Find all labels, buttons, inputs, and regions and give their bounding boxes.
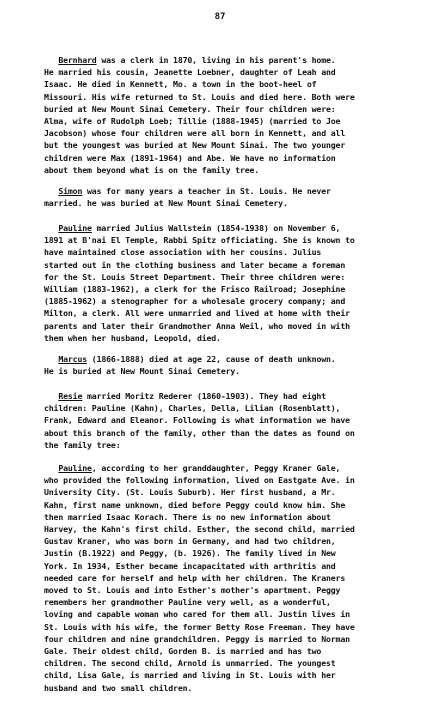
text-line: York. In 1934, Esther became incapacitated with arthritis and <box>44 560 336 571</box>
text-line: buried at New Mount Sinai Cemetery. Their four children were: <box>44 103 336 114</box>
text-line <box>44 390 424 402</box>
text-line: William (1883-1962), a clerk for the Frisco Railroad; Josephine <box>44 284 346 295</box>
line-text: was a clerk in 1870, living in his parent's home. <box>96 55 336 65</box>
text-line <box>44 222 424 234</box>
text-line: He is buried at New Mount Sinai Cemetery. <box>44 366 240 377</box>
text-line: started out in the clothing business and later became a foreman <box>44 259 346 270</box>
text-line: Alma, wife of Rudolph Loeb; Tillie (1888-1945) (married to Joe <box>44 116 341 127</box>
paragraph-indent <box>44 391 58 401</box>
text-line: Milton, a clerk. All were unmarried and lived at home with their <box>44 308 350 319</box>
text-line: then married Isaac Korach. There is no new information about <box>44 511 331 522</box>
text-line: but the youngest was buried at New Mount Sinai. The two younger <box>44 140 346 151</box>
text-line <box>44 462 424 474</box>
text-line: children: Pauline (Kahn), Charles, Della, Lilian (Rosenblatt), <box>44 403 341 414</box>
text-line: four children and nine grandchildren. Peggy is married to Norman <box>44 633 350 644</box>
underlined-name: Bernhard <box>58 55 97 65</box>
text-line: who provided the following information, lived on Eastgate Ave. in <box>44 475 355 486</box>
underlined-name: Pauline <box>58 463 92 473</box>
underlined-name: Simon <box>58 186 83 196</box>
text-line: married. he was buried at New Mount Sinai Cemetery. <box>44 198 288 209</box>
paragraph-indent <box>44 55 58 65</box>
line-text: was for many years a teacher in St. Louis. He never <box>82 186 331 196</box>
paragraph-resie <box>44 390 424 451</box>
text-line: Gale. Their oldest child, Gorden B. is married and has two <box>44 646 322 657</box>
text-line: Harvey, the Kahn's first child. Esther, the second child, married <box>44 524 355 535</box>
paragraph-marcus <box>44 353 424 377</box>
text-line: 1891 at B'nai El Temple, Rabbi Spitz officiating. She is known to <box>44 235 355 246</box>
paragraph-indent <box>44 354 58 364</box>
text-line: remembers her grandmother Pauline very well, as a wonderful, <box>44 597 331 608</box>
text-line: for the St. Louis Street Department. Their three children were: <box>44 271 346 282</box>
text-line: He married his cousin, Jeanette Loebner, daughter of Leah and <box>44 67 336 78</box>
line-text: married Julius Wallstein (1854-1938) on November 6, <box>91 223 341 233</box>
page-number: 87 <box>214 12 226 22</box>
text-line: Isaac. He died in Kennett, Mo. a town in the boot-heel of <box>44 79 317 90</box>
text-line: moved to St. Louis and into Esther's mother's apartment. Peggy <box>44 585 341 596</box>
text-line: Frank, Edward and Eleanor. Following is what information we have <box>44 415 350 426</box>
paragraph-simon <box>44 185 424 209</box>
paragraph-indent <box>44 223 58 233</box>
paragraph-indent <box>44 463 58 473</box>
line-text: (1866-1888) died at age 22, cause of death unknown. <box>87 354 336 364</box>
text-line: children were Max (1891-1964) and Abe. We have no information <box>44 152 336 163</box>
text-line: Kahn, first name unknown, died before Peggy could know him. She <box>44 499 346 510</box>
text-line: parents and later their Grandmother Anna Weil, who moved in with <box>44 320 350 331</box>
underlined-name: Marcus <box>58 354 88 364</box>
text-line: Justin (B.1922) and Peggy, (b. 1926). The family lived in New <box>44 548 336 559</box>
text-line: (1885-1962) a stenographer for a wholesale grocery company; and <box>44 296 346 307</box>
line-text: , according to her granddaughter, Peggy Kraner Gale, <box>91 463 341 473</box>
paragraph-pauline-kahn <box>44 462 424 694</box>
text-line: about this branch of the family, other than the dates as found on <box>44 427 355 438</box>
text-line: St. Louis with his wife, the former Betty Rose Freeman. They have <box>44 621 355 632</box>
line-text: married Moritz Rederer (1860-1903). They had eight <box>82 391 326 401</box>
text-line: them when her husband, Leopold, died. <box>44 332 221 343</box>
paragraph-bernhard <box>44 54 424 176</box>
text-line: loving and capable woman who cared for them all. Justin lives in <box>44 609 350 620</box>
text-line <box>44 185 424 197</box>
text-line: Missouri. His wife returned to St. Louis and died here. Both were <box>44 91 355 102</box>
text-line: Jacobson) whose four children were all born in Kennett, and all <box>44 128 346 139</box>
text-line: children. The second child, Arnold is unmarried. The youngest <box>44 658 336 669</box>
text-line: the family tree: <box>44 439 121 450</box>
text-line: have maintained close association with her cousins. Julius <box>44 247 322 258</box>
text-line: needed care for herself and help with her children. The Kraners <box>44 572 346 583</box>
text-line: about them beyond what is on the family tree. <box>44 164 260 175</box>
text-line: husband and two small children. <box>44 682 193 693</box>
text-line: child, Lisa Gale, is married and living in St. Louis with her <box>44 670 336 681</box>
text-line: Gustav Kraner, who was born in Germany, and had two children, <box>44 536 336 547</box>
paragraph-indent <box>44 186 58 196</box>
underlined-name: Resie <box>58 391 83 401</box>
paragraph-pauline-wallstein <box>44 222 424 344</box>
underlined-name: Pauline <box>58 223 92 233</box>
text-line <box>44 54 424 66</box>
text-line <box>44 353 424 365</box>
text-line: University City. (St. Louis Suburb). Her first husband, a Mr. <box>44 487 336 498</box>
